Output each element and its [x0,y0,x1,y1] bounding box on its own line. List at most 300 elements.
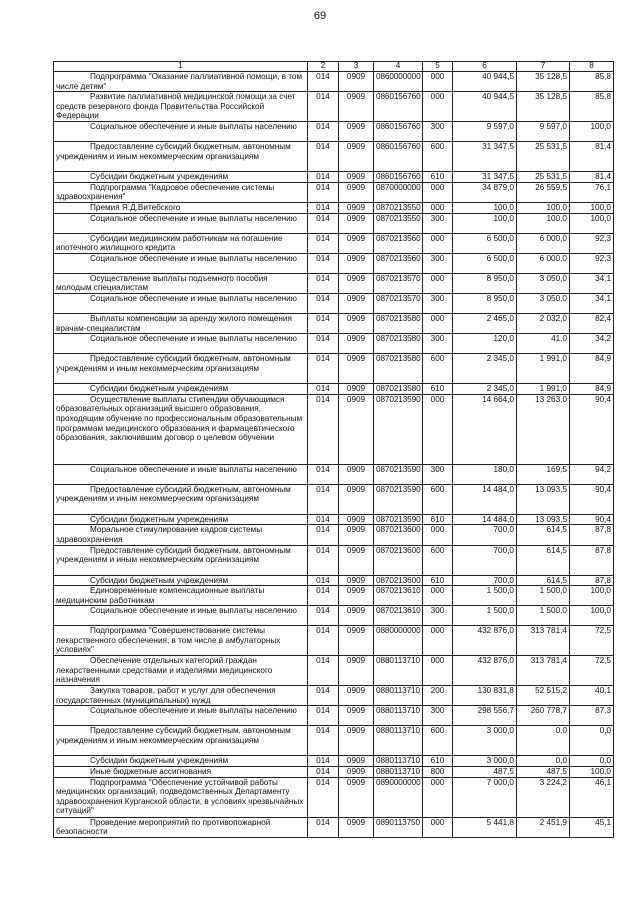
chapter-code-cell: 014 [308,202,339,213]
target-article-cell: 0870213580 [374,384,423,395]
executed-amount-cell: 3 050,0 [517,293,570,313]
chapter-code-cell: 014 [308,172,339,183]
row-name-cell: Осуществление выплаты стипендии обучающимся образовательных организаций высшего образования, проходящим обучение по профессиональным образовательным программам медицинского образования и фармацевтического образования, заключившим договор о целевом обучении [54,394,308,464]
expense-type-cell: 600 [423,484,453,514]
execution-percent-cell: 34,2 [570,334,614,354]
planned-amount-cell: 700,0 [453,545,517,575]
planned-amount-cell: 14 484,0 [453,484,517,514]
section-code-cell: 0909 [339,777,374,817]
section-code-cell: 0909 [339,142,374,172]
table-row [54,313,614,333]
table-row [54,514,614,525]
table-row [54,72,614,92]
execution-percent-cell: 85,8 [570,92,614,122]
row-name-cell: Предоставление субсидий бюджетным, автономным учреждениям и иным некоммерческим организациям [54,545,308,575]
expense-type-cell: 000 [423,817,453,837]
target-article-cell: 0870213590 [374,514,423,525]
row-name-cell: Закупка товаров, работ и услуг для обеспечения государственных (муниципальных) нужд [54,686,308,706]
target-article-cell: 0890113750 [374,817,423,837]
execution-percent-cell: 76,1 [570,182,614,202]
section-code-cell: 0909 [339,122,374,142]
section-code-cell: 0909 [339,213,374,233]
table-row [54,384,614,395]
executed-amount-cell: 6 000,0 [517,233,570,253]
table-row [54,122,614,142]
section-code-cell: 0909 [339,586,374,606]
target-article-cell: 0860000000 [374,72,423,92]
chapter-code-cell: 014 [308,394,339,464]
planned-amount-cell: 3 000,0 [453,756,517,767]
chapter-code-cell: 014 [308,334,339,354]
execution-percent-cell: 90,4 [570,484,614,514]
section-code-cell: 0909 [339,253,374,273]
target-article-cell: 0880113710 [374,706,423,726]
target-article-cell: 0870213610 [374,606,423,626]
executed-amount-cell: 6 000,0 [517,253,570,273]
execution-percent-cell: 100,0 [570,202,614,213]
row-name-cell: Моральное стимулирование кадров системы здравоохранения [54,525,308,545]
row-name-cell: Социальное обеспечение и иные выплаты населению [54,706,308,726]
executed-amount-cell: 614,5 [517,545,570,575]
target-article-cell: 0870213550 [374,202,423,213]
section-code-cell: 0909 [339,334,374,354]
row-name-cell: Социальное обеспечение и иные выплаты населению [54,122,308,142]
planned-amount-cell: 120,0 [453,334,517,354]
row-name-cell: Субсидии бюджетным учреждениям [54,384,308,395]
chapter-code-cell: 014 [308,92,339,122]
expense-type-cell: 300 [423,122,453,142]
chapter-code-cell: 014 [308,686,339,706]
chapter-code-cell: 014 [308,484,339,514]
row-name-cell: Предоставление субсидий бюджетным, автономным учреждениям и иным некоммерческим организациям [54,726,308,756]
section-code-cell: 0909 [339,767,374,778]
execution-percent-cell: 92,3 [570,253,614,273]
table-row [54,606,614,626]
chapter-code-cell: 014 [308,514,339,525]
expense-type-cell: 000 [423,656,453,686]
chapter-code-cell: 014 [308,545,339,575]
expense-type-cell: 000 [423,182,453,202]
executed-amount-cell: 2 451,9 [517,817,570,837]
table-row [54,756,614,767]
executed-amount-cell: 35 128,5 [517,72,570,92]
expense-type-cell: 000 [423,92,453,122]
target-article-cell: 0890000000 [374,777,423,817]
section-code-cell: 0909 [339,354,374,384]
execution-percent-cell: 100,0 [570,586,614,606]
planned-amount-cell: 34 879,0 [453,182,517,202]
execution-percent-cell: 82,4 [570,313,614,333]
table-row [54,686,614,706]
column-header: 1 [54,62,308,72]
executed-amount-cell: 13 093,5 [517,514,570,525]
execution-percent-cell: 72,5 [570,626,614,656]
expense-type-cell: 000 [423,777,453,817]
table-row [54,182,614,202]
section-code-cell: 0909 [339,626,374,656]
table-row [54,777,614,817]
section-code-cell: 0909 [339,756,374,767]
expense-type-cell: 300 [423,334,453,354]
planned-amount-cell: 432 876,0 [453,656,517,686]
target-article-cell: 0870213600 [374,575,423,586]
expense-type-cell: 600 [423,142,453,172]
section-code-cell: 0909 [339,706,374,726]
planned-amount-cell: 7 000,0 [453,777,517,817]
target-article-cell: 0880113710 [374,686,423,706]
table-row [54,213,614,233]
executed-amount-cell: 260 778,7 [517,706,570,726]
executed-amount-cell: 313 781,4 [517,626,570,656]
planned-amount-cell: 1 500,0 [453,586,517,606]
execution-percent-cell: 84,9 [570,384,614,395]
table-row [54,253,614,273]
executed-amount-cell: 169,5 [517,464,570,484]
target-article-cell: 0860156760 [374,172,423,183]
table-row [54,273,614,293]
executed-amount-cell: 3 050,0 [517,273,570,293]
row-name-cell: Предоставление субсидий бюджетным, автономным учреждениям и иным некоммерческим организациям [54,484,308,514]
section-code-cell: 0909 [339,817,374,837]
executed-amount-cell: 100,0 [517,213,570,233]
planned-amount-cell: 3 000,0 [453,726,517,756]
table-body [54,72,614,838]
executed-amount-cell: 100,0 [517,202,570,213]
table-row [54,575,614,586]
executed-amount-cell: 1 991,0 [517,354,570,384]
section-code-cell: 0909 [339,273,374,293]
planned-amount-cell: 2 345,0 [453,384,517,395]
target-article-cell: 0860156760 [374,122,423,142]
chapter-code-cell: 014 [308,626,339,656]
section-code-cell: 0909 [339,545,374,575]
section-code-cell: 0909 [339,72,374,92]
chapter-code-cell: 014 [308,384,339,395]
section-code-cell: 0909 [339,686,374,706]
execution-percent-cell: 87,8 [570,545,614,575]
chapter-code-cell: 014 [308,72,339,92]
executed-amount-cell: 52 515,2 [517,686,570,706]
table-row [54,233,614,253]
executed-amount-cell: 26 559,5 [517,182,570,202]
table-row [54,92,614,122]
expense-type-cell: 610 [423,172,453,183]
table-row [54,586,614,606]
execution-percent-cell: 92,3 [570,233,614,253]
chapter-code-cell: 014 [308,253,339,273]
chapter-code-cell: 014 [308,777,339,817]
target-article-cell: 0880113710 [374,767,423,778]
table-row [54,626,614,656]
chapter-code-cell: 014 [308,525,339,545]
planned-amount-cell: 40 944,5 [453,72,517,92]
table-row [54,545,614,575]
expense-type-cell: 600 [423,354,453,384]
expense-type-cell: 300 [423,253,453,273]
table-row [54,656,614,686]
executed-amount-cell: 41,0 [517,334,570,354]
executed-amount-cell: 13 263,0 [517,394,570,464]
table-row [54,726,614,756]
expense-type-cell: 000 [423,313,453,333]
executed-amount-cell: 3 224,2 [517,777,570,817]
planned-amount-cell: 31 347,5 [453,172,517,183]
row-name-cell: Подпрограмма "Оказание паллиативной помощи, в том числе детям" [54,72,308,92]
chapter-code-cell: 014 [308,233,339,253]
target-article-cell: 0870000000 [374,182,423,202]
chapter-code-cell: 014 [308,213,339,233]
expense-type-cell: 600 [423,726,453,756]
row-name-cell: Осуществление выплаты подъемного пособия молодым специалистам [54,273,308,293]
execution-percent-cell: 81,4 [570,172,614,183]
execution-percent-cell: 87,3 [570,706,614,726]
execution-percent-cell: 100,0 [570,767,614,778]
row-name-cell: Премия Я.Д.Витебского [54,202,308,213]
planned-amount-cell: 432 876,0 [453,626,517,656]
section-code-cell: 0909 [339,394,374,464]
row-name-cell: Обеспечение отдельных категорий граждан лекарственными средствами и изделиями медицинского назначения [54,656,308,686]
expense-type-cell: 610 [423,756,453,767]
planned-amount-cell: 2 465,0 [453,313,517,333]
chapter-code-cell: 014 [308,142,339,172]
section-code-cell: 0909 [339,464,374,484]
target-article-cell: 0870213570 [374,273,423,293]
execution-percent-cell: 81,4 [570,142,614,172]
execution-percent-cell: 100,0 [570,213,614,233]
target-article-cell: 0880113710 [374,656,423,686]
execution-percent-cell: 94,2 [570,464,614,484]
chapter-code-cell: 014 [308,586,339,606]
expense-type-cell: 000 [423,525,453,545]
expense-type-cell: 000 [423,202,453,213]
column-header: 6 [453,62,517,72]
section-code-cell: 0909 [339,233,374,253]
planned-amount-cell: 5 441,8 [453,817,517,837]
row-name-cell: Субсидии бюджетным учреждениям [54,756,308,767]
row-name-cell: Подпрограмма "Обеспечение устойчивой работы медицинских организаций, подведомственных Департаменту здравоохранения Курганской области, в условиях чрезвычайных ситуаций" [54,777,308,817]
row-name-cell: Предоставление субсидий бюджетным, автономным учреждениям и иным некоммерческим организациям [54,354,308,384]
target-article-cell: 0860156760 [374,142,423,172]
expense-type-cell: 300 [423,213,453,233]
planned-amount-cell: 2 345,0 [453,354,517,384]
section-code-cell: 0909 [339,313,374,333]
section-code-cell: 0909 [339,92,374,122]
executed-amount-cell: 13 093,5 [517,484,570,514]
target-article-cell: 0870213560 [374,233,423,253]
executed-amount-cell: 614,5 [517,575,570,586]
expense-type-cell: 800 [423,767,453,778]
executed-amount-cell: 487,5 [517,767,570,778]
execution-percent-cell: 45,1 [570,817,614,837]
planned-amount-cell: 700,0 [453,525,517,545]
expense-type-cell: 000 [423,626,453,656]
target-article-cell: 0870213610 [374,586,423,606]
column-header: 5 [423,62,453,72]
executed-amount-cell: 313 781,4 [517,656,570,686]
table-row [54,354,614,384]
expense-type-cell: 300 [423,706,453,726]
column-header: 4 [374,62,423,72]
expense-type-cell: 000 [423,273,453,293]
row-name-cell: Иные бюджетные ассигнования [54,767,308,778]
planned-amount-cell: 14 664,0 [453,394,517,464]
section-code-cell: 0909 [339,484,374,514]
planned-amount-cell: 8 950,0 [453,273,517,293]
target-article-cell: 0870213570 [374,293,423,313]
budget-table [53,61,614,838]
section-code-cell: 0909 [339,656,374,686]
expense-type-cell: 200 [423,686,453,706]
chapter-code-cell: 014 [308,726,339,756]
section-code-cell: 0909 [339,514,374,525]
executed-amount-cell: 1 991,0 [517,384,570,395]
execution-percent-cell: 40,1 [570,686,614,706]
planned-amount-cell: 700,0 [453,575,517,586]
execution-percent-cell: 90,4 [570,394,614,464]
row-name-cell: Социальное обеспечение и иные выплаты населению [54,253,308,273]
executed-amount-cell: 2 032,0 [517,313,570,333]
target-article-cell: 0870213590 [374,464,423,484]
target-article-cell: 0870213590 [374,394,423,464]
planned-amount-cell: 487,5 [453,767,517,778]
table-row [54,525,614,545]
table-row [54,172,614,183]
section-code-cell: 0909 [339,293,374,313]
row-name-cell: Социальное обеспечение и иные выплаты населению [54,213,308,233]
planned-amount-cell: 100,0 [453,213,517,233]
expense-type-cell: 610 [423,575,453,586]
section-code-cell: 0909 [339,606,374,626]
executed-amount-cell: 35 128,5 [517,92,570,122]
target-article-cell: 0870213560 [374,253,423,273]
executed-amount-cell: 1 500,0 [517,606,570,626]
target-article-cell: 0870213550 [374,213,423,233]
table-row [54,484,614,514]
execution-percent-cell: 87,8 [570,525,614,545]
table-row [54,293,614,313]
expense-type-cell: 600 [423,545,453,575]
column-header: 3 [339,62,374,72]
column-header: 8 [570,62,614,72]
expense-type-cell: 300 [423,293,453,313]
execution-percent-cell: 84,9 [570,354,614,384]
executed-amount-cell: 25 531,5 [517,172,570,183]
chapter-code-cell: 014 [308,756,339,767]
planned-amount-cell: 6 500,0 [453,233,517,253]
chapter-code-cell: 014 [308,706,339,726]
row-name-cell: Социальное обеспечение и иные выплаты населению [54,464,308,484]
execution-percent-cell: 85,8 [570,72,614,92]
table-row [54,394,614,464]
chapter-code-cell: 014 [308,354,339,384]
execution-percent-cell: 100,0 [570,606,614,626]
execution-percent-cell: 100,0 [570,122,614,142]
execution-percent-cell: 46,1 [570,777,614,817]
executed-amount-cell: 9 597,0 [517,122,570,142]
planned-amount-cell: 9 597,0 [453,122,517,142]
row-name-cell: Субсидии бюджетным учреждениям [54,575,308,586]
row-name-cell: Проведение мероприятий по противопожарной безопасности [54,817,308,837]
planned-amount-cell: 8 950,0 [453,293,517,313]
chapter-code-cell: 014 [308,464,339,484]
execution-percent-cell: 34,1 [570,293,614,313]
planned-amount-cell: 31 347,5 [453,142,517,172]
column-header: 7 [517,62,570,72]
expense-type-cell: 000 [423,394,453,464]
row-name-cell: Предоставление субсидий бюджетным, автономным учреждениям и иным некоммерческим организациям [54,142,308,172]
row-name-cell: Выплаты компенсации за аренду жилого помещения врачам-специалистам [54,313,308,333]
row-name-cell: Подпрограмма "Кадровое обеспечение системы здравоохранения" [54,182,308,202]
planned-amount-cell: 14 484,0 [453,514,517,525]
planned-amount-cell: 180,0 [453,464,517,484]
executed-amount-cell: 0,0 [517,726,570,756]
page-number: 69 [313,10,327,22]
row-name-cell: Развитие паллиативной медицинской помощи за счет средств резервного фонда Правительства Российской Федерации [54,92,308,122]
chapter-code-cell: 014 [308,606,339,626]
target-article-cell: 0870213600 [374,525,423,545]
section-code-cell: 0909 [339,525,374,545]
chapter-code-cell: 014 [308,293,339,313]
chapter-code-cell: 014 [308,182,339,202]
table-row [54,706,614,726]
planned-amount-cell: 40 944,5 [453,92,517,122]
execution-percent-cell: 0,0 [570,726,614,756]
expense-type-cell: 000 [423,233,453,253]
section-code-cell: 0909 [339,575,374,586]
chapter-code-cell: 014 [308,313,339,333]
row-name-cell: Подпрограмма "Совершенствование системы лекарственного обеспечения, в том числе в амбулаторных условиях" [54,626,308,656]
expense-type-cell: 000 [423,586,453,606]
executed-amount-cell: 25 531,5 [517,142,570,172]
target-article-cell: 0870213580 [374,354,423,384]
chapter-code-cell: 014 [308,656,339,686]
planned-amount-cell: 130 831,8 [453,686,517,706]
execution-percent-cell: 34,1 [570,273,614,293]
chapter-code-cell: 014 [308,767,339,778]
table-row [54,202,614,213]
expense-type-cell: 300 [423,606,453,626]
section-code-cell: 0909 [339,384,374,395]
executed-amount-cell: 0,0 [517,756,570,767]
expense-type-cell: 610 [423,514,453,525]
execution-percent-cell: 90,4 [570,514,614,525]
planned-amount-cell: 6 500,0 [453,253,517,273]
table-row [54,464,614,484]
row-name-cell: Субсидии бюджетным учреждениям [54,514,308,525]
row-name-cell: Субсидии медицинским работникам на погашение ипотечного жилищного кредита [54,233,308,253]
section-code-cell: 0909 [339,172,374,183]
target-article-cell: 0860156760 [374,92,423,122]
row-name-cell: Социальное обеспечение и иные выплаты населению [54,334,308,354]
executed-amount-cell: 1 500,0 [517,586,570,606]
table-row [54,767,614,778]
chapter-code-cell: 014 [308,122,339,142]
row-name-cell: Социальное обеспечение и иные выплаты населению [54,293,308,313]
target-article-cell: 0880000000 [374,626,423,656]
target-article-cell: 0870213590 [374,484,423,514]
target-article-cell: 0870213580 [374,313,423,333]
target-article-cell: 0870213600 [374,545,423,575]
expense-type-cell: 300 [423,464,453,484]
target-article-cell: 0880113710 [374,726,423,756]
row-name-cell: Субсидии бюджетным учреждениям [54,172,308,183]
planned-amount-cell: 100,0 [453,202,517,213]
table-header-row [54,62,614,72]
target-article-cell: 0870213580 [374,334,423,354]
executed-amount-cell: 614,5 [517,525,570,545]
table-row [54,817,614,837]
expense-type-cell: 000 [423,72,453,92]
